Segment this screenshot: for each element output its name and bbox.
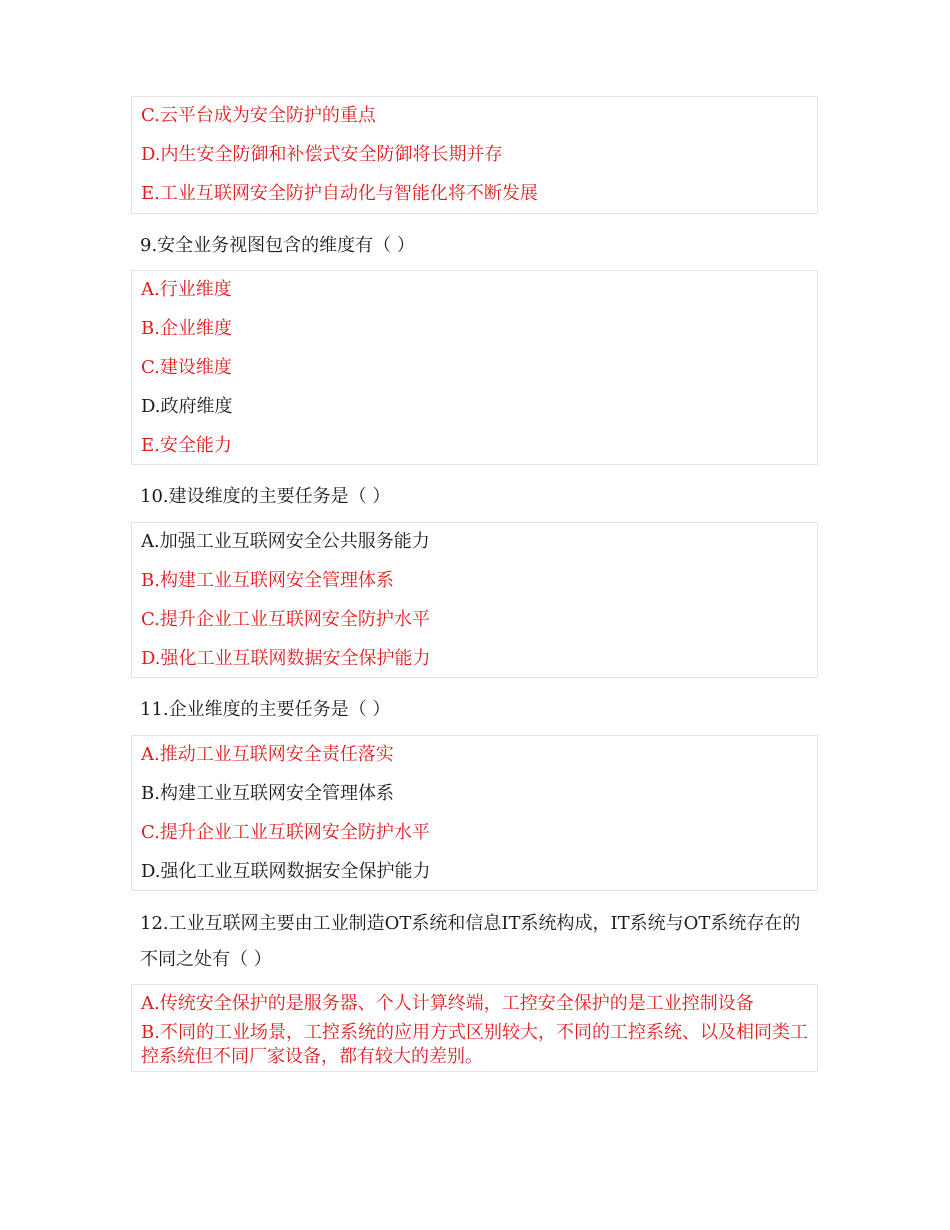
options-box xyxy=(131,96,818,214)
option-c: C.建设维度 xyxy=(141,357,232,378)
option-a: A.传统安全保护的是服务器、个人计算终端，工控安全保护的是工业控制设备 xyxy=(141,993,754,1014)
option-d: D.内生安全防御和补偿式安全防御将长期并存 xyxy=(141,144,503,165)
option-a: A.加强工业互联网安全公共服务能力 xyxy=(141,531,430,552)
question-11: 11.企业维度的主要任务是（ ） xyxy=(140,699,391,720)
option-e: E.安全能力 xyxy=(141,435,232,456)
question-9: 9.安全业务视图包含的维度有（ ） xyxy=(140,235,415,256)
option-b: B.构建工业互联网安全管理体系 xyxy=(141,570,394,591)
option-b: B.不同的工业场景，工控系统的应用方式区别较大，不同的工控系统、以及相同类工控系统但不同厂家设备，都有较大的差别。 xyxy=(141,1022,808,1067)
option-c: C.提升企业工业互联网安全防护水平 xyxy=(141,609,430,630)
option-b: B.企业维度 xyxy=(141,318,232,339)
option-b: B.构建工业互联网安全管理体系 xyxy=(141,783,394,804)
question-12: 12.工业互联网主要由工业制造OT系统和信息IT系统构成，IT系统与OT系统存在的不同之处有（ ） xyxy=(140,913,801,970)
option-d: D.强化工业互联网数据安全保护能力 xyxy=(141,648,431,669)
options-box xyxy=(131,984,818,1072)
option-d: D.政府维度 xyxy=(141,396,233,417)
options-box xyxy=(131,735,818,891)
option-e: E.工业互联网安全防护自动化与智能化将不断发展 xyxy=(141,183,538,204)
options-box xyxy=(131,270,818,465)
option-a: A.行业维度 xyxy=(141,279,232,300)
option-c: C.提升企业工业互联网安全防护水平 xyxy=(141,822,430,843)
option-c: C.云平台成为安全防护的重点 xyxy=(141,105,376,126)
option-d: D.强化工业互联网数据安全保护能力 xyxy=(141,861,431,882)
option-a: A.推动工业互联网安全责任落实 xyxy=(141,744,394,765)
options-box xyxy=(131,522,818,678)
question-10: 10.建设维度的主要任务是（ ） xyxy=(140,486,391,507)
